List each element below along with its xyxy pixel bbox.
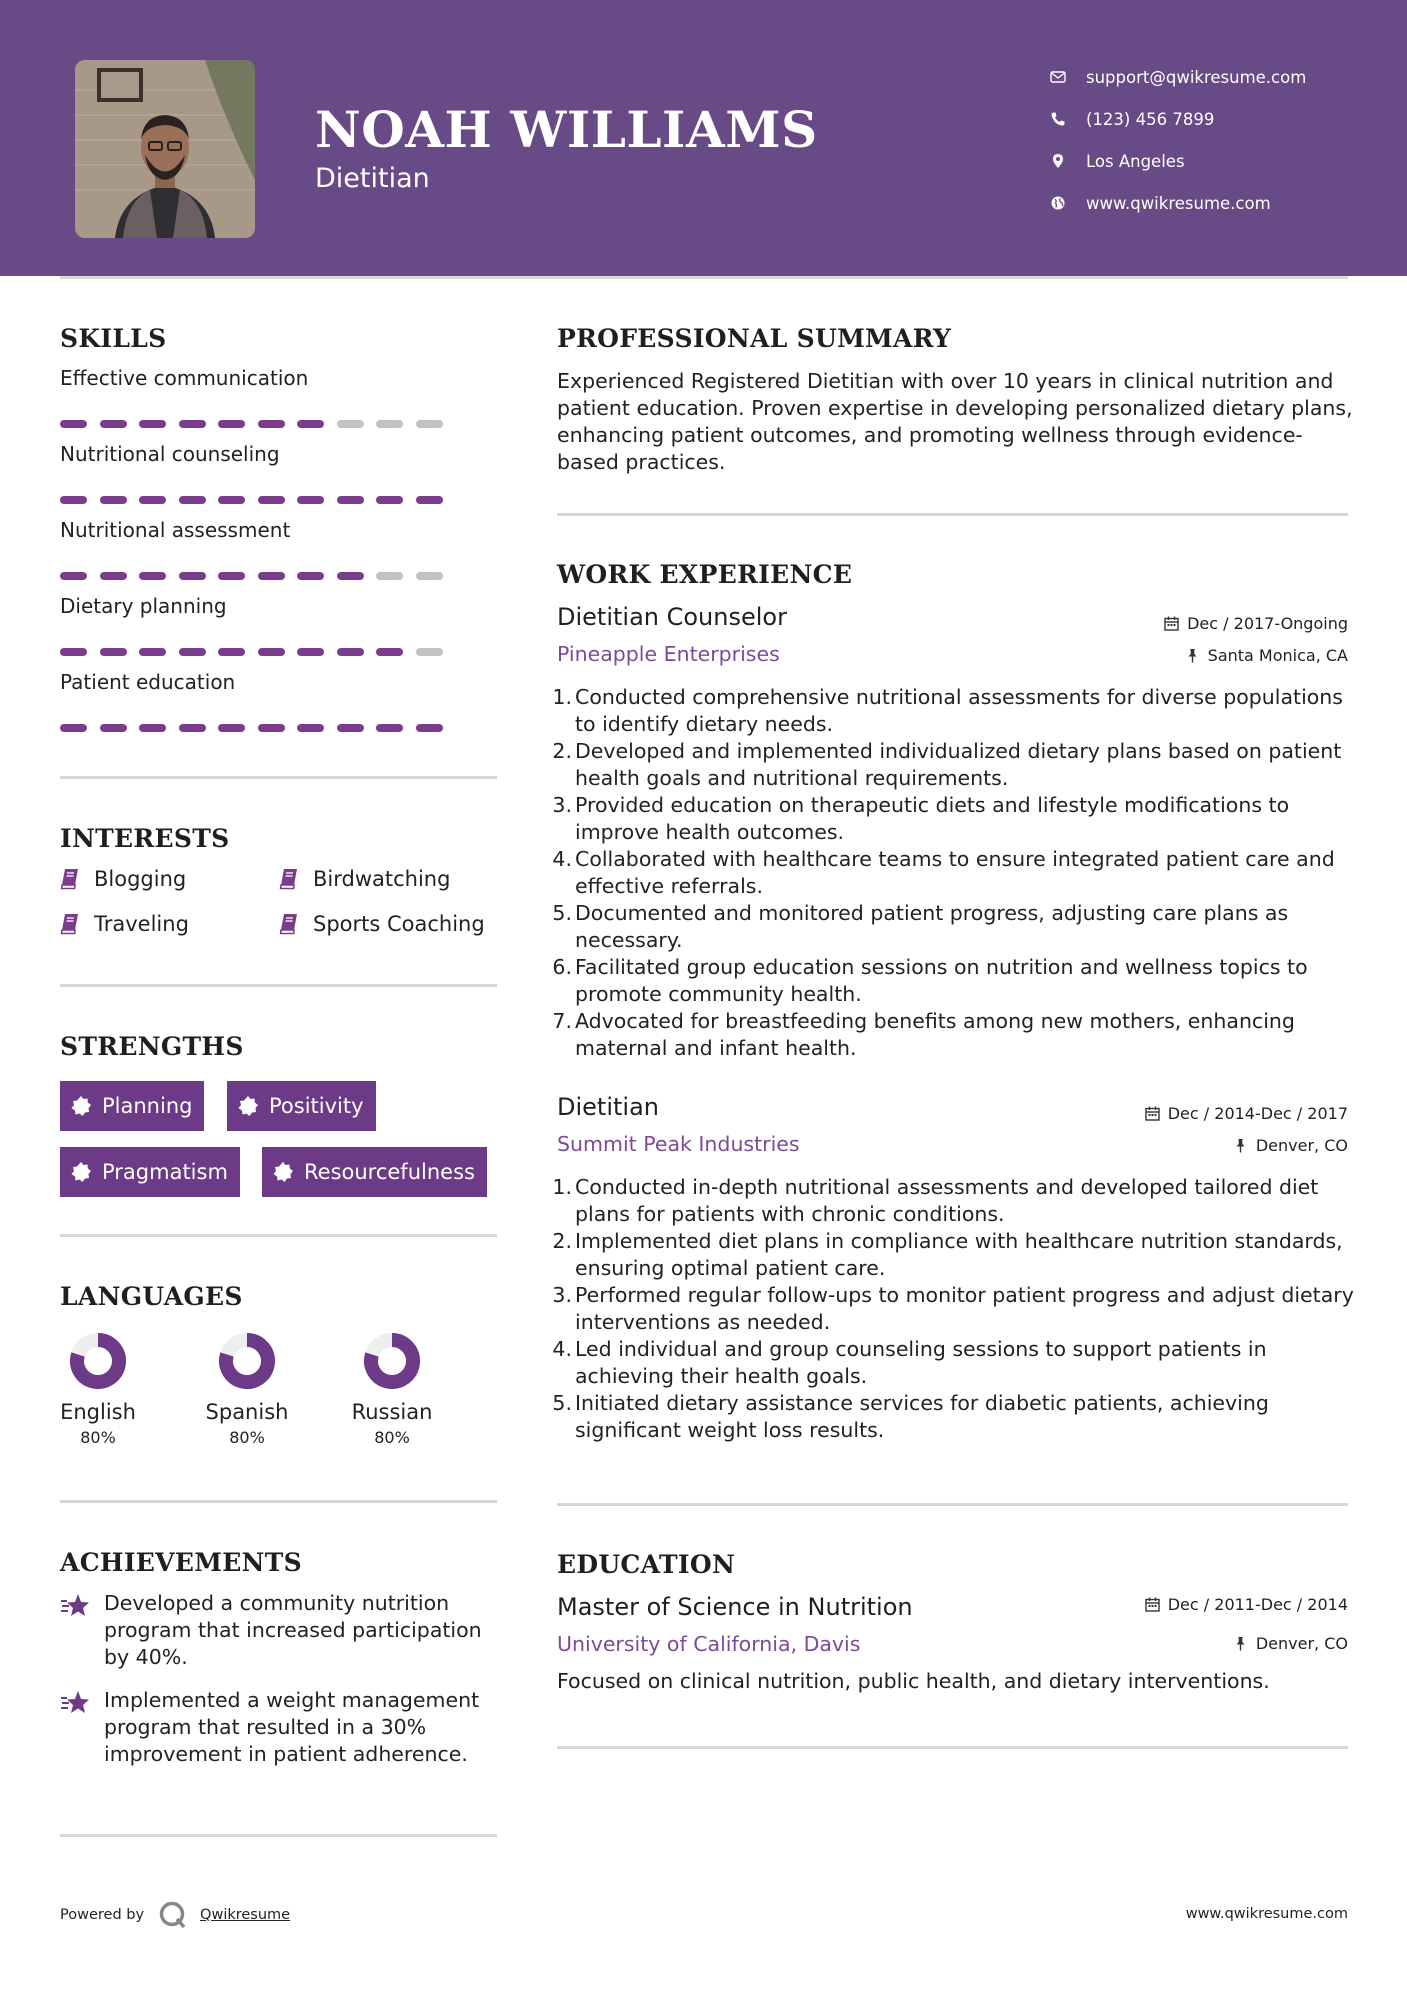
interests-divider bbox=[60, 984, 497, 987]
job-company: Pineapple Enterprises bbox=[557, 642, 780, 666]
rating-dot-filled bbox=[297, 420, 324, 428]
rating-dot-filled bbox=[179, 724, 206, 732]
rating-dot-filled bbox=[218, 648, 245, 656]
rating-dot-filled bbox=[179, 496, 206, 504]
education-school: University of California, Davis bbox=[557, 1632, 861, 1656]
rating-dot-filled bbox=[60, 648, 87, 656]
rating-dot-filled bbox=[218, 724, 245, 732]
education-divider bbox=[557, 1746, 1348, 1749]
language-name: English bbox=[60, 1400, 136, 1424]
rating-dot-empty bbox=[416, 420, 443, 428]
skills-divider bbox=[60, 776, 497, 779]
rating-dot-filled bbox=[139, 724, 166, 732]
strength-tag bbox=[60, 1081, 204, 1131]
rating-dot-filled bbox=[376, 496, 403, 504]
rating-dot-filled bbox=[100, 420, 127, 428]
skill-rating bbox=[60, 420, 455, 428]
rating-dot-filled bbox=[60, 572, 87, 580]
language-item bbox=[187, 1330, 307, 1447]
language-name: Spanish bbox=[205, 1400, 289, 1424]
job-dates-text: Dec / 2014-Dec / 2017 bbox=[1167, 1104, 1348, 1123]
rating-dot-filled bbox=[258, 496, 285, 504]
strength-tag bbox=[262, 1147, 487, 1197]
rating-dot-filled bbox=[179, 648, 206, 656]
skill-name: Dietary planning bbox=[60, 594, 227, 618]
job-location-text: Santa Monica, CA bbox=[1207, 646, 1348, 665]
strength-label: Positivity bbox=[269, 1094, 364, 1118]
summary-heading: PROFESSIONAL SUMMARY bbox=[557, 324, 952, 353]
job-location bbox=[1185, 646, 1348, 665]
interest-label: Blogging bbox=[94, 867, 187, 891]
star-icon bbox=[60, 1592, 90, 1620]
qwikresume-logo-icon bbox=[158, 1900, 188, 1930]
education-heading: EDUCATION bbox=[557, 1550, 736, 1579]
rating-dot-filled bbox=[297, 572, 324, 580]
strengths-divider bbox=[60, 1234, 497, 1237]
globe-icon bbox=[1050, 195, 1066, 211]
skill-rating bbox=[60, 724, 455, 732]
calendar-icon bbox=[1145, 1106, 1160, 1121]
education-degree: Master of Science in Nutrition bbox=[557, 1593, 913, 1621]
contact-email[interactable] bbox=[1050, 56, 1390, 98]
language-name: Russian bbox=[351, 1400, 433, 1424]
rating-dot-filled bbox=[60, 496, 87, 504]
footer-powered-by bbox=[60, 1900, 290, 1930]
languages-heading: LANGUAGES bbox=[60, 1282, 243, 1311]
achievement-text: Developed a community nutrition program that increased participation by 40%. bbox=[104, 1591, 482, 1669]
job-company: Summit Peak Industries bbox=[557, 1132, 800, 1156]
strengths-heading: STRENGTHS bbox=[60, 1032, 244, 1061]
strength-label: Pragmatism bbox=[102, 1160, 228, 1184]
skill-name: Nutritional counseling bbox=[60, 442, 280, 466]
duty-item: Collaborated with healthcare teams to ensure integrated patient care and effective referrals. bbox=[575, 847, 1335, 898]
interests-heading: INTERESTS bbox=[60, 824, 230, 853]
book-icon bbox=[279, 913, 299, 935]
book-icon bbox=[279, 868, 299, 890]
rating-dot-filled bbox=[179, 420, 206, 428]
rating-dot-filled bbox=[258, 724, 285, 732]
achievement-text: Implemented a weight management program that resulted in a 30% improvement in patient adherence. bbox=[104, 1688, 480, 1766]
duty-item: Conducted comprehensive nutritional assessments for diverse populations to identify dietary needs. bbox=[575, 685, 1343, 736]
language-item bbox=[332, 1330, 452, 1447]
strength-tag bbox=[60, 1147, 240, 1197]
language-percent: 80% bbox=[374, 1428, 410, 1447]
powered-by-label: Powered by bbox=[60, 1907, 145, 1923]
duty-item: Facilitated group education sessions on nutrition and wellness topics to promote community health. bbox=[575, 955, 1308, 1006]
education-dates-text: Dec / 2011-Dec / 2014 bbox=[1167, 1595, 1348, 1614]
rating-dot-filled bbox=[100, 648, 127, 656]
header-divider bbox=[60, 276, 1348, 279]
job-title: Dietitian bbox=[557, 1093, 659, 1121]
summary-divider bbox=[557, 513, 1348, 516]
candidate-title: Dietitian bbox=[315, 163, 430, 194]
rating-dot-empty bbox=[337, 420, 364, 428]
rating-dot-filled bbox=[139, 648, 166, 656]
skill-name: Patient education bbox=[60, 670, 236, 694]
skills-heading: SKILLS bbox=[60, 324, 167, 353]
rating-dot-filled bbox=[337, 496, 364, 504]
language-progress-ring bbox=[361, 1330, 423, 1392]
book-icon bbox=[60, 913, 80, 935]
header-banner bbox=[0, 0, 1407, 276]
star-icon bbox=[60, 1689, 90, 1717]
language-percent: 80% bbox=[229, 1428, 265, 1447]
contact-website[interactable] bbox=[1050, 182, 1390, 224]
achievement-item bbox=[60, 1687, 500, 1768]
achievements-heading: ACHIEVEMENTS bbox=[60, 1548, 302, 1577]
skill-name: Nutritional assessment bbox=[60, 518, 291, 542]
calendar-icon bbox=[1164, 616, 1179, 631]
badge-icon bbox=[70, 1161, 92, 1183]
rating-dot-filled bbox=[218, 572, 245, 580]
contact-location-text: Los Angeles bbox=[1086, 151, 1185, 171]
duty-item: Provided education on therapeutic diets and lifestyle modifications to improve health outcomes. bbox=[575, 793, 1290, 844]
badge-icon bbox=[237, 1095, 259, 1117]
education-location bbox=[1233, 1634, 1348, 1653]
duty-item: Led individual and group counseling sessions to support patients in achieving their health goals. bbox=[575, 1337, 1267, 1388]
skill-rating bbox=[60, 572, 455, 580]
calendar-icon bbox=[1145, 1597, 1160, 1612]
contact-phone-text: (123) 456 7899 bbox=[1086, 109, 1215, 129]
rating-dot-filled bbox=[60, 724, 87, 732]
contact-email-text: support@qwikresume.com bbox=[1086, 67, 1307, 87]
job-location bbox=[1233, 1136, 1348, 1155]
achievement-item bbox=[60, 1590, 500, 1671]
interest-item bbox=[60, 912, 189, 936]
achievements-divider bbox=[60, 1834, 497, 1837]
contact-list bbox=[1050, 56, 1390, 224]
profile-photo bbox=[75, 60, 255, 238]
education-location-text: Denver, CO bbox=[1255, 1634, 1348, 1653]
rating-dot-filled bbox=[139, 572, 166, 580]
rating-dot-empty bbox=[376, 420, 403, 428]
language-progress-ring bbox=[67, 1330, 129, 1392]
qwikresume-link[interactable]: Qwikresume bbox=[200, 1907, 291, 1923]
rating-dot-filled bbox=[100, 724, 127, 732]
contact-phone bbox=[1050, 98, 1390, 140]
experience-heading: WORK EXPERIENCE bbox=[557, 560, 853, 589]
rating-dot-filled bbox=[258, 420, 285, 428]
badge-icon bbox=[272, 1161, 294, 1183]
rating-dot-filled bbox=[218, 420, 245, 428]
rating-dot-filled bbox=[416, 724, 443, 732]
rating-dot-filled bbox=[179, 572, 206, 580]
interest-item bbox=[60, 867, 186, 891]
duty-item: Advocated for breastfeeding benefits among new mothers, enhancing maternal and infant health. bbox=[575, 1009, 1295, 1060]
job-dates-text: Dec / 2017-Ongoing bbox=[1187, 614, 1348, 633]
pushpin-icon bbox=[1233, 1636, 1248, 1651]
job-dates bbox=[1145, 1104, 1348, 1123]
job-duties-list bbox=[575, 1174, 1365, 1444]
rating-dot-filled bbox=[376, 648, 403, 656]
strength-label: Planning bbox=[102, 1094, 193, 1118]
rating-dot-filled bbox=[100, 496, 127, 504]
rating-dot-filled bbox=[139, 420, 166, 428]
strength-tag bbox=[227, 1081, 376, 1131]
footer-website[interactable]: www.qwikresume.com bbox=[1185, 1906, 1348, 1922]
strength-label: Resourcefulness bbox=[304, 1160, 475, 1184]
map-pin-icon bbox=[1050, 153, 1066, 169]
rating-dot-empty bbox=[416, 648, 443, 656]
languages-divider bbox=[60, 1500, 497, 1503]
interest-item bbox=[279, 867, 450, 891]
duty-item: Conducted in-depth nutritional assessments and developed tailored diet plans for patients with chronic conditions. bbox=[575, 1175, 1319, 1226]
contact-website-text: www.qwikresume.com bbox=[1086, 193, 1271, 213]
interest-label: Sports Coaching bbox=[313, 912, 485, 936]
envelope-icon bbox=[1050, 69, 1066, 85]
candidate-name: NOAH WILLIAMS bbox=[315, 100, 818, 159]
rating-dot-filled bbox=[297, 724, 324, 732]
rating-dot-empty bbox=[376, 572, 403, 580]
rating-dot-filled bbox=[337, 572, 364, 580]
pushpin-icon bbox=[1185, 648, 1200, 663]
duty-item: Initiated dietary assistance services for diabetic patients, achieving significant weight loss results. bbox=[575, 1391, 1269, 1442]
language-percent: 80% bbox=[80, 1428, 116, 1447]
rating-dot-filled bbox=[337, 648, 364, 656]
rating-dot-filled bbox=[416, 496, 443, 504]
rating-dot-filled bbox=[376, 724, 403, 732]
language-item bbox=[38, 1330, 158, 1447]
skill-rating bbox=[60, 648, 455, 656]
job-dates bbox=[1164, 614, 1348, 633]
rating-dot-filled bbox=[60, 420, 87, 428]
duty-item: Performed regular follow-ups to monitor patient progress and adjust dietary interventions as needed. bbox=[575, 1283, 1354, 1334]
rating-dot-filled bbox=[297, 648, 324, 656]
language-progress-ring bbox=[216, 1330, 278, 1392]
duty-item: Documented and monitored patient progress, adjusting care plans as necessary. bbox=[575, 901, 1289, 952]
job-title: Dietitian Counselor bbox=[557, 603, 787, 631]
education-description: Focused on clinical nutrition, public health, and dietary interventions. bbox=[557, 1669, 1270, 1693]
badge-icon bbox=[70, 1095, 92, 1117]
skill-rating bbox=[60, 496, 455, 504]
rating-dot-filled bbox=[258, 572, 285, 580]
rating-dot-filled bbox=[258, 648, 285, 656]
summary-text: Experienced Registered Dietitian with over 10 years in clinical nutrition and patient education. Proven expertise in developing personalized dietary plans, enhancing patient outcomes, and promoting wellness through evidence-based practices. bbox=[557, 369, 1353, 474]
pushpin-icon bbox=[1233, 1138, 1248, 1153]
rating-dot-filled bbox=[100, 572, 127, 580]
interest-label: Birdwatching bbox=[313, 867, 451, 891]
interest-item bbox=[279, 912, 485, 936]
duty-item: Implemented diet plans in compliance with healthcare nutrition standards, ensuring optimal patient care. bbox=[575, 1229, 1343, 1280]
book-icon bbox=[60, 868, 80, 890]
job-duties-list bbox=[575, 684, 1365, 1062]
rating-dot-filled bbox=[218, 496, 245, 504]
experience-divider bbox=[557, 1503, 1348, 1506]
rating-dot-filled bbox=[337, 724, 364, 732]
rating-dot-filled bbox=[297, 496, 324, 504]
skill-name: Effective communication bbox=[60, 366, 309, 390]
rating-dot-filled bbox=[139, 496, 166, 504]
education-dates bbox=[1145, 1595, 1348, 1614]
contact-location bbox=[1050, 140, 1390, 182]
phone-icon bbox=[1050, 111, 1066, 127]
rating-dot-empty bbox=[416, 572, 443, 580]
interest-label: Traveling bbox=[94, 912, 189, 936]
job-location-text: Denver, CO bbox=[1255, 1136, 1348, 1155]
duty-item: Developed and implemented individualized dietary plans based on patient health goals and nutritional requirements. bbox=[575, 739, 1342, 790]
